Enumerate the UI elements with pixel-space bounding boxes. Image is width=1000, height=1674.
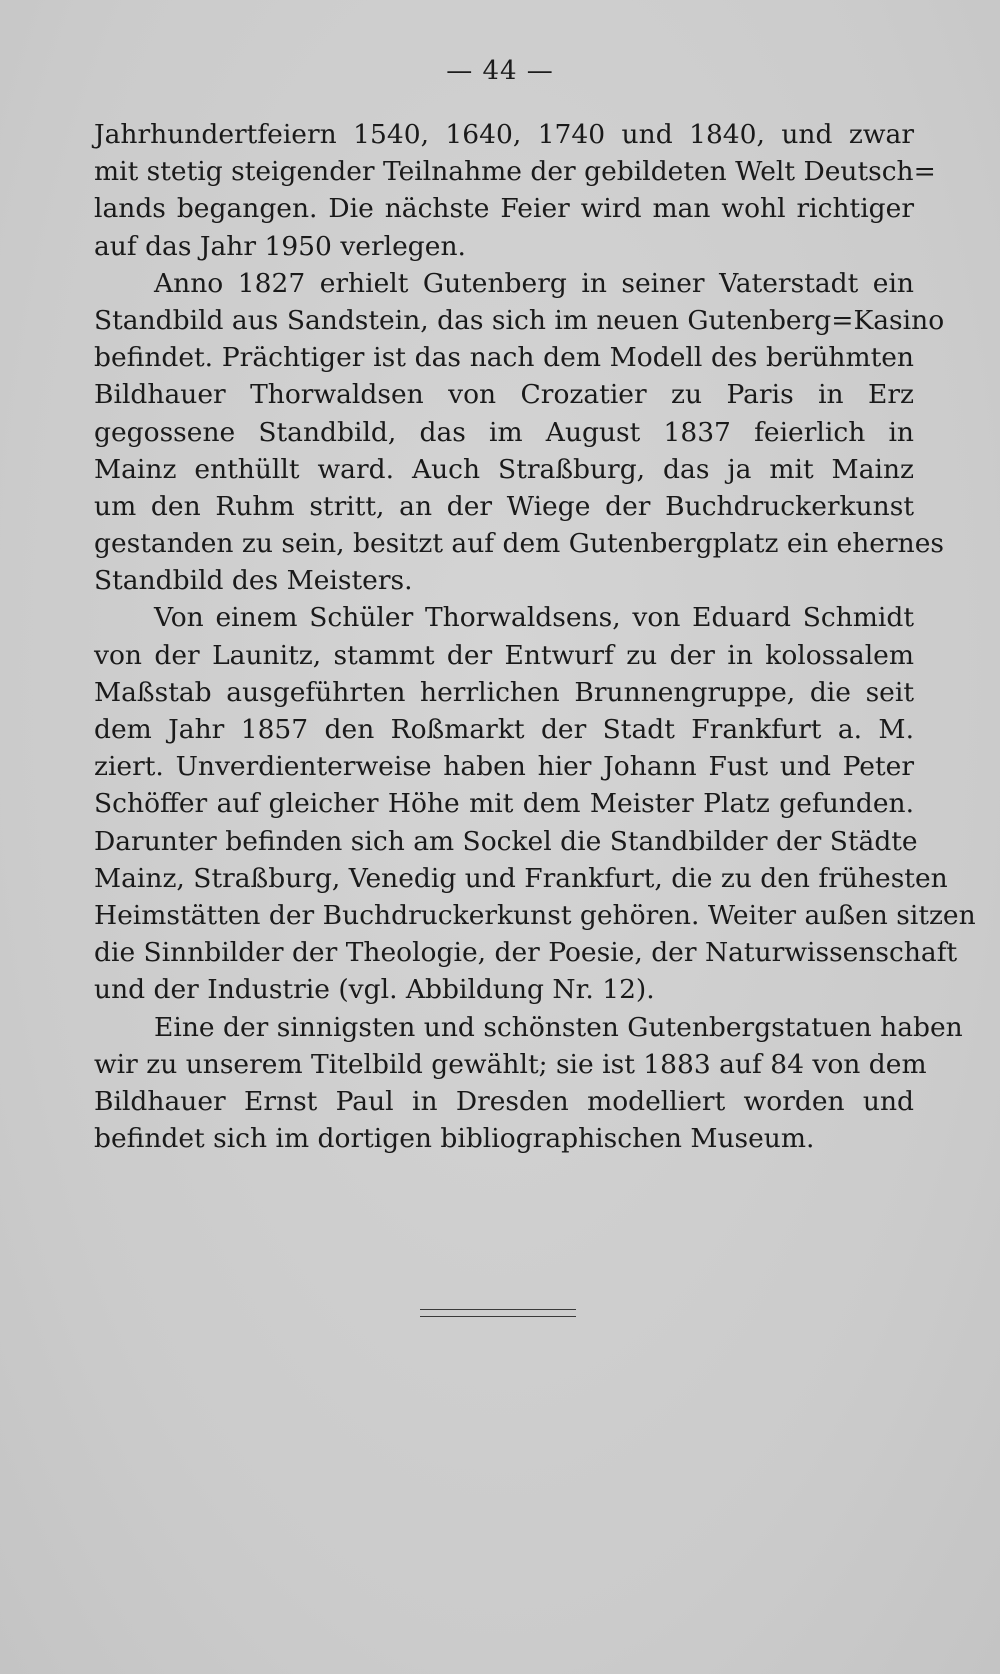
text-line: Bildhauer Ernst Paul in Dresden modelliert worden und <box>94 1085 914 1117</box>
text-line: befindet. Prächtiger ist das nach dem Modell des berühmten <box>94 342 914 374</box>
text-line: Standbild aus Sandstein, das sich im neuen Gutenberg=Kasino <box>94 304 945 336</box>
text-line: Jahrhundertfeiern 1540, 1640, 1740 und 1840, und zwar <box>94 119 914 150</box>
page-number: — 44 — <box>446 56 554 86</box>
text-line: auf das Jahr 1950 verlegen. <box>94 230 466 262</box>
closing-rule-bottom <box>420 1316 576 1317</box>
text-line: befindet sich im dortigen bibliographischen Museum. <box>94 1123 815 1155</box>
text-line: Anno 1827 erhielt Gutenberg in seiner Vaterstadt ein <box>154 267 914 299</box>
text-line: lands begangen. Die nächste Feier wird man wohl richtiger <box>94 193 914 225</box>
text-line: wir zu unserem Titelbild gewählt; sie ist 1883 auf 84 von dem <box>94 1048 927 1080</box>
text-line: mit stetig steigender Teilnahme der gebildeten Welt Deutsch= <box>94 156 936 188</box>
text-line: Von einem Schüler Thorwaldsens, von Eduard Schmidt <box>154 602 914 634</box>
text-line: dem Jahr 1857 den Roßmarkt der Stadt Frankfurt a. M. <box>94 714 914 745</box>
text-line: die Sinnbilder der Theologie, der Poesie, der Naturwissenschaft <box>94 937 958 969</box>
text-line: gegossene Standbild, das im August 1837 feierlich in <box>94 416 914 448</box>
text-line: ziert. Unverdienterweise haben hier Johann Fust und Peter <box>94 751 914 783</box>
text-line: um den Ruhm stritt, an der Wiege der Buchdruckerkunst <box>94 490 914 522</box>
text-line: und der Industrie (vgl. Abbildung Nr. 12). <box>94 974 655 1006</box>
text-line: Mainz, Straßburg, Venedig und Frankfurt, die zu den frühesten <box>94 862 948 894</box>
text-line: Heimstätten der Buchdruckerkunst gehören. Weiter außen sitzen <box>94 899 976 931</box>
text-line: Schöffer auf gleicher Höhe mit dem Meister Platz gefunden. <box>94 788 914 820</box>
text-line: Darunter befinden sich am Sockel die Standbilder der Städte <box>94 825 918 857</box>
text-line: Maßstab ausgeführten herrlichen Brunnengruppe, die seit <box>94 676 914 708</box>
closing-rule-top <box>420 1309 576 1310</box>
text-line: Eine der sinnigsten und schönsten Gutenbergstatuen haben <box>154 1011 963 1043</box>
body-text <box>94 116 976 1157</box>
text-line: Bildhauer Thorwaldsen von Crozatier zu Paris in Erz <box>94 379 914 411</box>
text-line: von der Launitz, stammt der Entwurf zu der in kolossalem <box>94 639 914 671</box>
text-line: Mainz enthüllt ward. Auch Straßburg, das ja mit Mainz <box>94 453 914 485</box>
text-line: gestanden zu sein, besitzt auf dem Gutenbergplatz ein ehernes <box>94 528 945 560</box>
text-line: Standbild des Meisters. <box>94 565 413 597</box>
